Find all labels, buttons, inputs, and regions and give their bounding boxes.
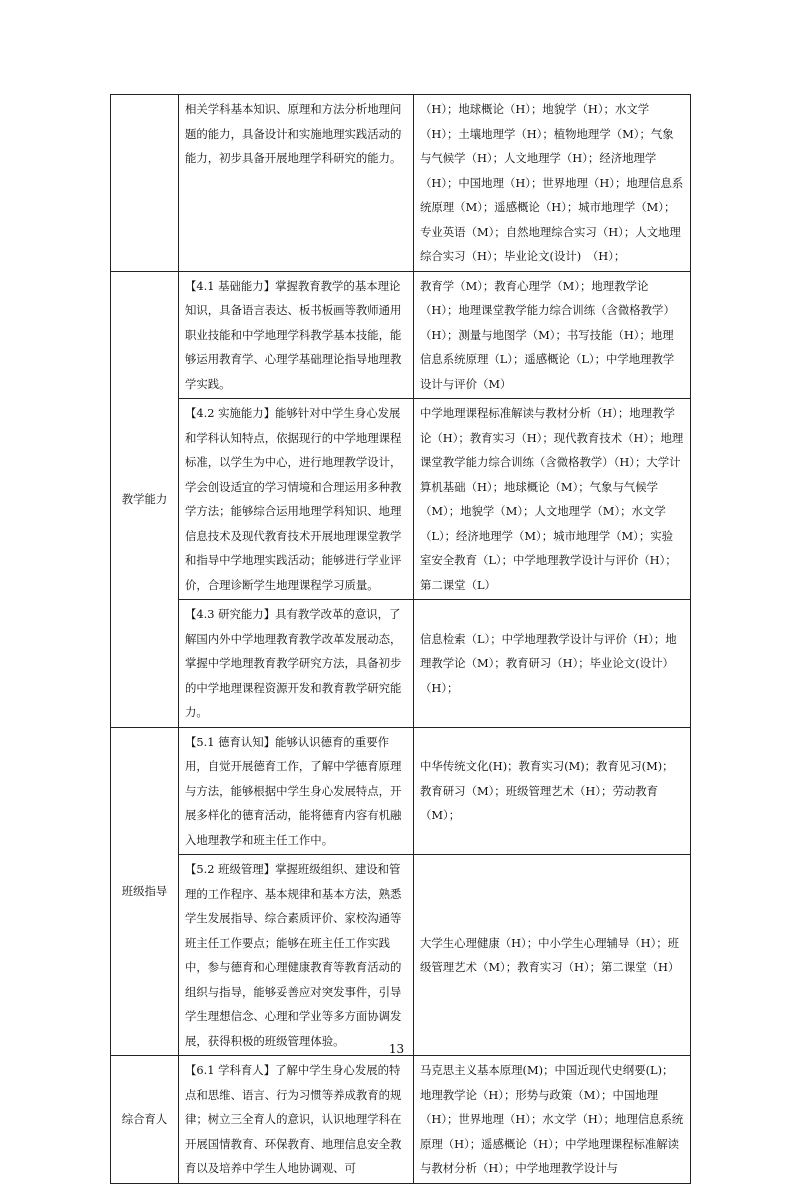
table-row [111, 1056, 691, 1184]
requirement-cell: 【4.1 基础能力】掌握教育教学的基本理论知识，具备语言表达、板书板画等教师通用职业技能和中学地理学科教学基本技能，能够运用教育学、心理学基础理论指导地理教学实践。 [179, 271, 414, 399]
category-cell-class: 班级指导 [111, 727, 179, 1056]
table-row [111, 727, 691, 855]
courses-cell: 马克思主义基本原理(M)；中国近现代史纲要(L)；地理教学论（H）；形势与政策（M）；中国地理（H）；世界地理（H）；水文学（H）；地理信息系统原理（H）；遥感概论（H）；中学地理课程标准解读与教材分析（H）；中学地理教学设计与 [414, 1056, 691, 1184]
table-row [111, 855, 691, 1056]
requirement-cell: 【4.2 实施能力】能够针对中学生身心发展和学科认知特点，依据现行的中学地理课程标准，以学生为中心，进行地理教学设计，学会创设适宜的学习情境和合理运用多种教学方法；能够综合运用地理学科知识、地理信息技术及现代教育技术开展地理课堂教学和指导中学地理实践活动；能够进行学业评价，合理诊断学生地理课程学习质量。 [179, 399, 414, 600]
table-row [111, 95, 691, 272]
table-row [111, 399, 691, 600]
courses-cell: 大学生心理健康（H）；中小学生心理辅导（H）；班级管理艺术（M）；教育实习（H）；第二课堂（H） [414, 855, 691, 1056]
courses-cell: 教育学（M）；教育心理学（M）；地理教学论（H）；地理课堂教学能力综合训练（含微格教学）（H）；测量与地图学（M）；书写技能（H）；地理信息系统原理（L）；遥感概论（L）；中学地理教学设计与评价（M） [414, 271, 691, 399]
category-cell-education: 综合育人 [111, 1056, 179, 1184]
requirement-cell: 【4.3 研究能力】具有教学改革的意识，了解国内外中学地理教育教学改革发展动态，掌握中学地理教育教学研究方法，具备初步的中学地理课程资源开发和教育教学研究能力。 [179, 600, 414, 728]
page-number: 13 [388, 1042, 405, 1056]
courses-cell: 中华传统文化(H)；教育实习(M)；教育见习(M)；教育研习（M）；班级管理艺术（H）；劳动教育（M）； [414, 727, 691, 855]
table-row [111, 271, 691, 399]
category-cell-teaching: 教学能力 [111, 271, 179, 727]
table-row [111, 600, 691, 728]
requirement-cell: 【5.1 德育认知】能够认识德育的重要作用，自觉开展德育工作，了解中学德育原理与方法，能够根据中学生身心发展特点，开展多样化的德育活动，能将德育内容有机融入地理教学和班主任工作中。 [179, 727, 414, 855]
category-cell [111, 95, 179, 272]
requirement-cell: 【5.2 班级管理】掌握班级组织、建设和管理的工作程序、基本规律和基本方法，熟悉学生发展指导、综合素质评价、家校沟通等班主任工作要点；能够在班主任工作实践中，参与德育和心理健康教育等教育活动的组织与指导，能够妥善应对突发事件，引导学生理想信念、心理和学业等多方面协调发展，获得积极的班级管理体验。 [179, 855, 414, 1056]
requirement-cell: 【6.1 学科育人】了解中学生身心发展的特点和思维、语言、行为习惯等养成教育的规律；树立三全育人的意识，认识地理学科在开展国情教育、环保教育、地理信息安全教育以及培养中学生人地协调观、可 [179, 1056, 414, 1184]
courses-cell: 信息检索（L）；中学地理教学设计与评价（H）；地理教学论（M）；教育研习（H）；毕业论文(设计）（H）； [414, 600, 691, 728]
requirement-cell: 相关学科基本知识、原理和方法分析地理问题的能力，具备设计和实施地理实践活动的能力，初步具备开展地理学科研究的能力。 [179, 95, 414, 272]
courses-cell: 中学地理课程标准解读与教材分析（H）；地理教学论（H）；教育实习（H）；现代教育技术（H）；地理课堂教学能力综合训练（含微格教学）（H）；大学计算机基础（H）；地球概论（M）；气象与气候学（M）；地貌学（M）；人文地理学（M）；水文学（L）；经济地理学（M）；城市地理学（M）；实验室安全教育（L）；中学地理教学设计与评价（H）；第二课堂（L） [414, 399, 691, 600]
courses-cell: （H）；地球概论（H）；地貌学（H）；水文学（H）；土壤地理学（H）；植物地理学（M）；气象与气候学（H）；人文地理学（H）；经济地理学（H）；中国地理（H）；世界地理（H）；地理信息系统原理（M）；遥感概论（H）；城市地理学（M）；专业英语（M）；自然地理综合实习（H）；人文地理综合实习（H）；毕业论文(设计) （H）； [414, 95, 691, 272]
requirements-table [110, 94, 691, 1184]
